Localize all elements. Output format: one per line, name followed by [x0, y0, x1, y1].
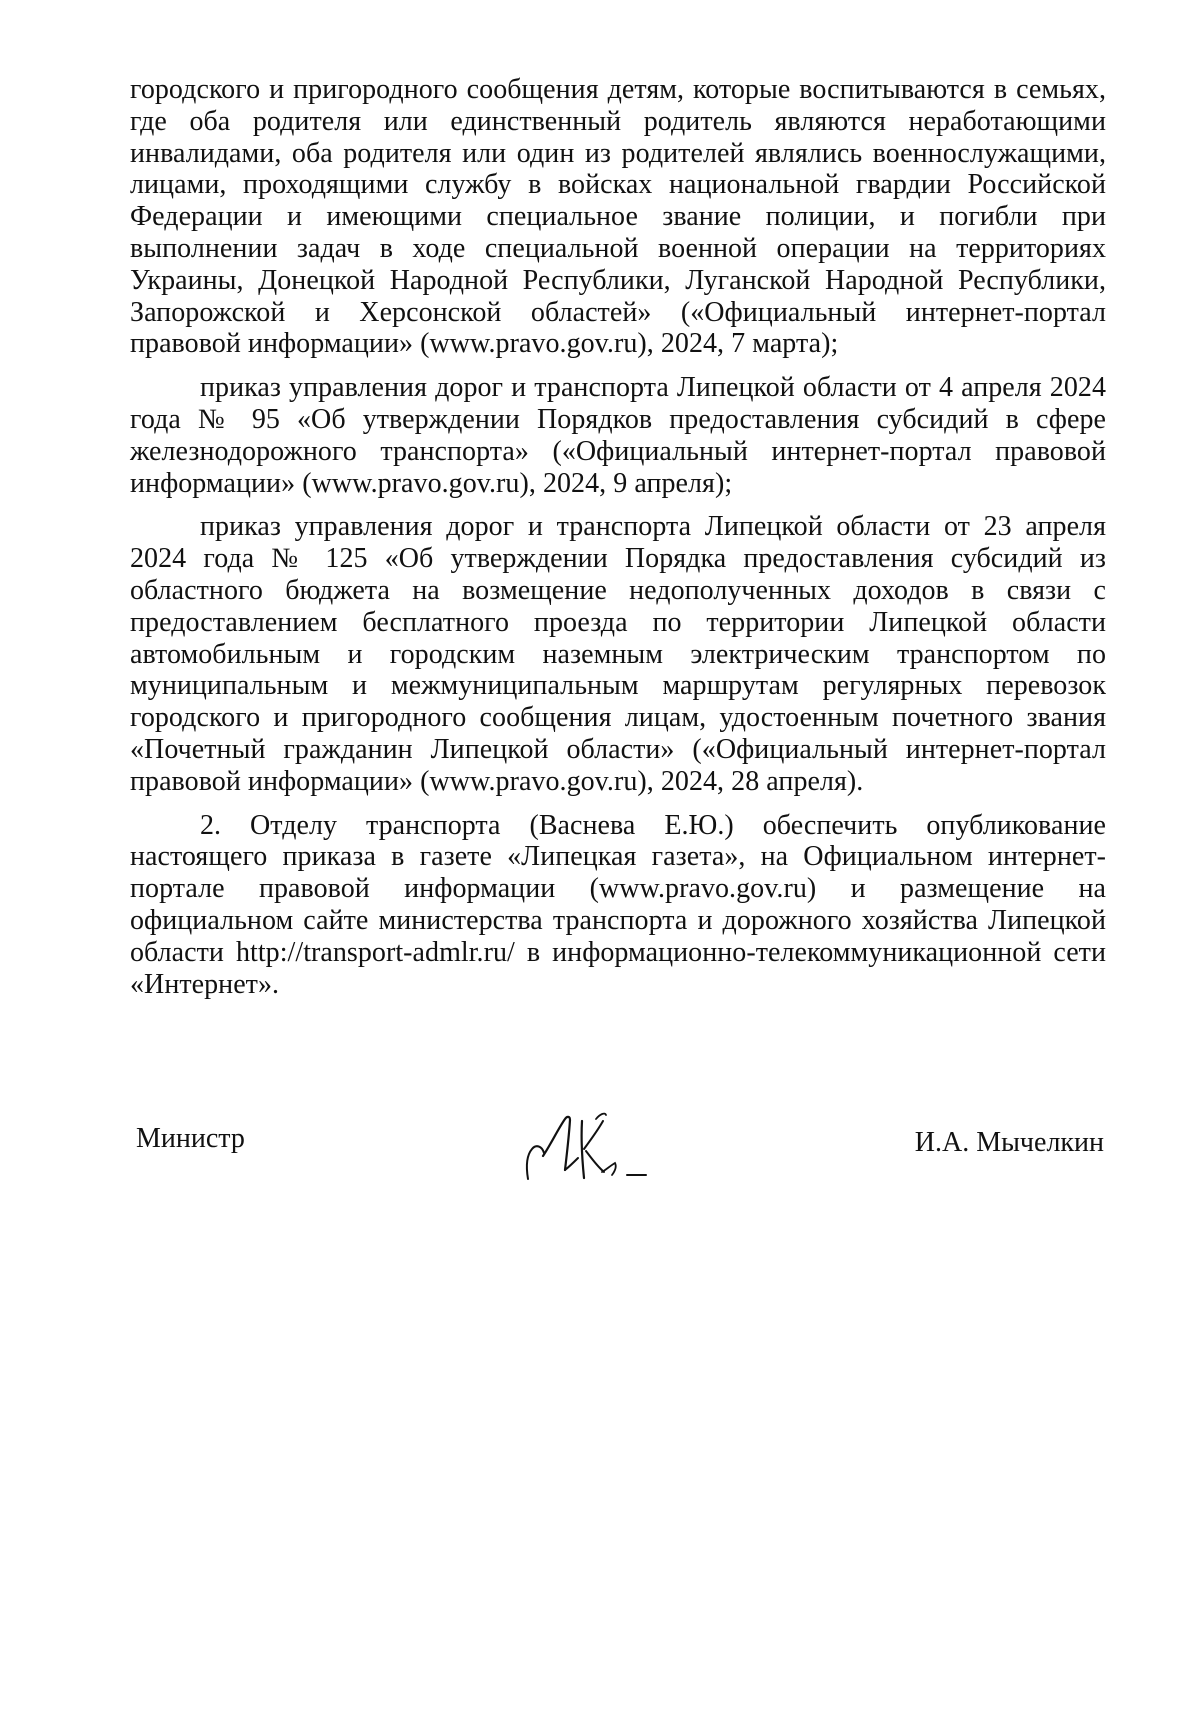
paragraph-item-2: 2. Отделу транспорта (Васнева Е.Ю.) обеспечить опубликование настоящего приказа в газете «Липецкая газета», на Официальном интернет-портале правовой информации (www.pravo.gov.ru) и размещение на официальном сайте министерства транспорта и дорожного хозяйства Липецкой области http://transport-admlr.ru/ в информационно-телекоммуникационной сети «Интернет».: [130, 809, 1106, 1000]
signatory-name: И.А. Мычелкин: [914, 1127, 1104, 1158]
paragraph-order-125: приказ управления дорог и транспорта Липецкой области от 23 апреля 2024 года № 125 «Об утверждении Порядка предоставления субсидий из областного бюджета на возмещение недополученных доходов в связи с предоставлением бесплатного проезда по территории Липецкой области автомобильным и городским наземным электрическим транспортом по муниципальным и межмуниципальным маршрутам регулярных перевозок городского и пригородного сообщения лицам, удостоенным почетного звания «Почетный гражданин Липецкой области» («Официальный интернет-портал правовой информации» (www.pravo.gov.ru), 2024, 28 апреля).: [130, 511, 1106, 797]
signatory-position: Министр: [136, 1123, 245, 1154]
document-body: [130, 74, 1106, 1012]
paragraph-continuation: городского и пригородного сообщения детям, которые воспитываются в семьях, где оба родителя или единственный родитель являются неработающими инвалидами, оба родителя или один из родителей являлись военнослужащими, лицами, проходящими службу в войсках национальной гвардии Российской Федерации и имеющими специальное звание полиции, и погибли при выполнении задач в ходе специальной военной операции на территориях Украины, Донецкой Народной Республики, Луганской Народной Республики, Запорожской и Херсонской областей» («Официальный интернет-портал правовой информации» (www.pravo.gov.ru), 2024, 7 марта);: [130, 74, 1106, 360]
handwritten-signature-icon: [514, 1103, 664, 1203]
signature-block: [136, 1115, 1104, 1205]
paragraph-order-95: приказ управления дорог и транспорта Липецкой области от 4 апреля 2024 года № 95 «Об утверждении Порядков предоставления субсидий в сфере железнодорожного транспорта» («Официальный интернет-портал правовой информации» (www.pravo.gov.ru), 2024, 9 апреля);: [130, 372, 1106, 499]
